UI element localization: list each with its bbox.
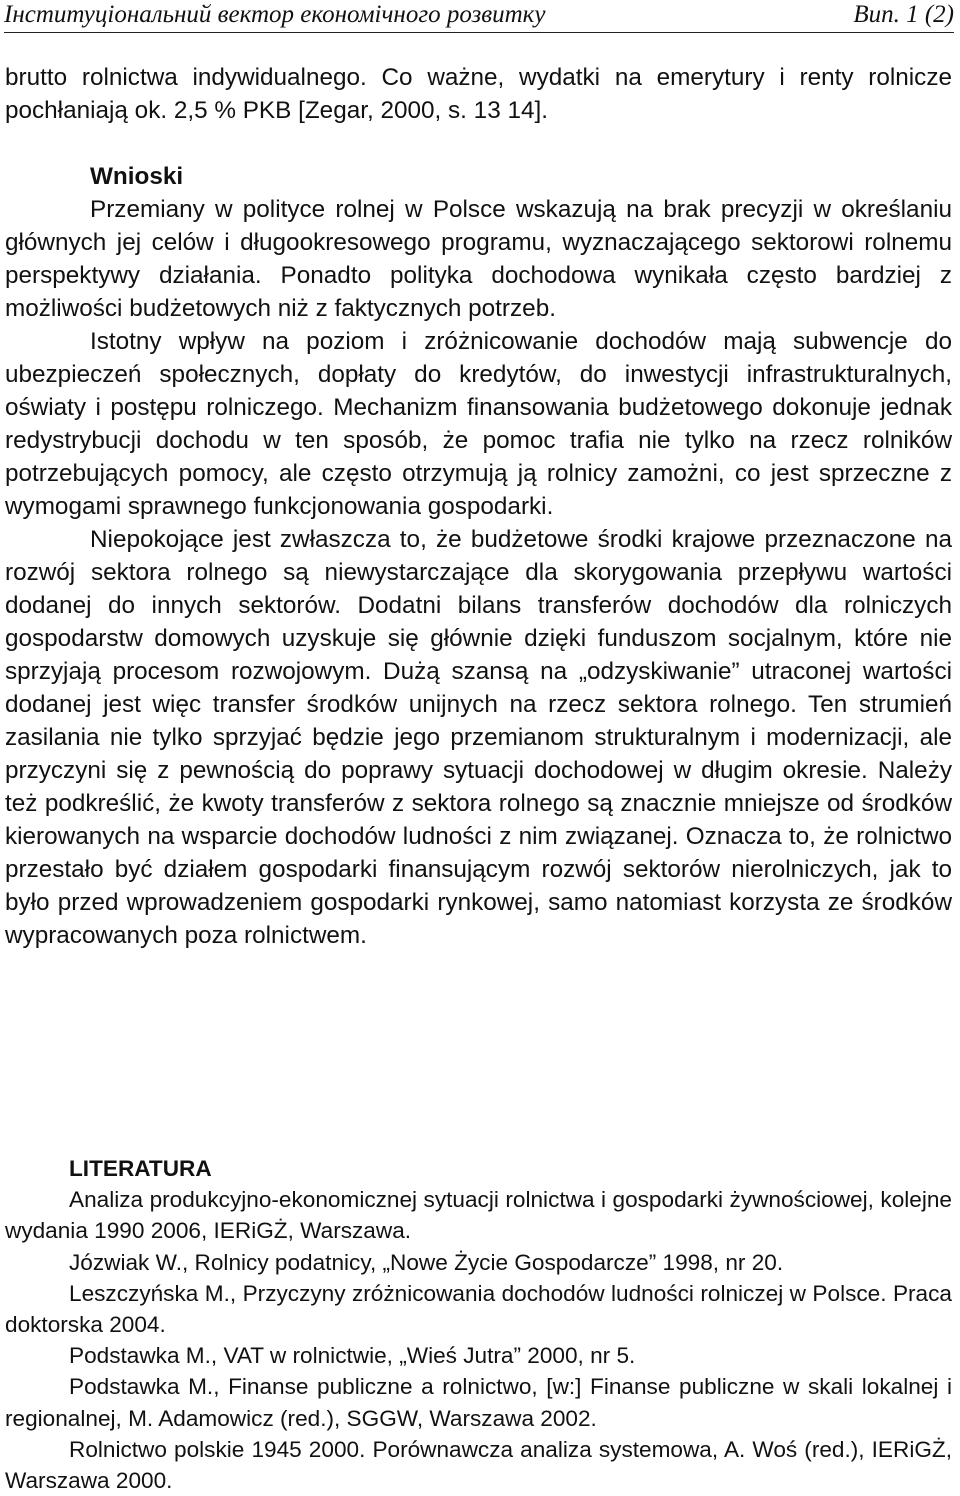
article-body <box>5 61 952 952</box>
reference-1: Analiza produkcyjno-ekonomicznej sytuacji rolnictwa i gospodarki żywnościowej, kolejne wydania 1990 2006, IERiGŻ, Warszawa. <box>5 1187 952 1244</box>
literature-heading: LITERATURA <box>69 1156 212 1181</box>
paragraph-3: Niepokojące jest zwłaszcza to, że budżetowe środki krajowe przeznaczone na rozwój sektora rolnego są niewystarczające dla skorygowania przepływu wartości dodanej do innych sektorów. Dodatni bilans transferów dochodów dla rolniczych gospodarstw domowych uzyskuje się głównie dzięki funduszom socjalnym, które nie sprzyjają procesom rozwojowym. Dużą szansą na „odzyskiwanie” utraconej wartości dodanej jest więc transfer środków unijnych na rzecz sektora rolnego. Ten strumień zasilania nie tylko sprzyjać będzie jego przemianom strukturalnym i modernizacji, ale przyczyni się z pewnością do poprawy sytuacji dochodowej w długim okresie. Należy też podkreślić, że kwoty transferów z sektora rolnego są znacznie mniejsze od środków kierowanych na wsparcie dochodów ludności z nim związanej. Oznacza to, że rolnictwo przestało być działem gospodarki finansującym rozwój sektorów nierolniczych, jak to było przed wprowadzeniem gospodarki rynkowej, samo natomiast korzysta ze środków wypracowanych poza rolnictwem. <box>5 526 952 949</box>
journal-title: Інституціональний вектор економічного розвитку <box>4 1 546 28</box>
reference-5: Podstawka M., Finanse publiczne a rolnictwo, [w:] Finanse publiczne w skali lokalnej i regionalnej, M. Adamowicz (red.), SGGW, Warszawa 2002. <box>5 1374 952 1431</box>
reference-6: Rolnictwo polskie 1945 2000. Porównawcza analiza systemowa, A. Woś (red.), IERiGŻ, Warszawa 2000. <box>5 1436 952 1494</box>
section-heading: Wnioski <box>90 163 184 190</box>
running-header <box>4 0 954 33</box>
reference-2: Józwiak W., Rolnicy podatnicy, „Nowe Życie Gospodarcze” 1998, nr 20. <box>69 1249 784 1275</box>
reference-3: Leszczyńska M., Przyczyny zróżnicowania dochodów ludności rolniczej w Polsce. Praca doktorska 2004. <box>5 1280 952 1338</box>
paragraph-2: Istotny wpływ na poziom i zróżnicowanie dochodów mają subwencje do ubezpieczeń społecznych, dopłaty do kredytów, do inwestycji infrastrukturalnych, oświaty i postępu rolniczego. Mechanizm finansowania budżetowego dokonuje jednak redystrybucji dochodu w ten sposób, że pomoc trafia nie tylko na rzecz rolników potrzebujących pomocy, ale często otrzymują ją rolnicy zamożni, co jest sprzeczne z wymogami sprawnego funkcjonowania gospodarki. <box>5 328 952 520</box>
opening-paragraph: brutto rolnictwa indywidualnego. Co ważne, wydatki na emerytury i renty rolnicze pochłaniają ok. 2,5 % PKB [Zegar, 2000, s. 13 14]. <box>5 64 952 124</box>
reference-4: Podstawka M., VAT w rolnictwie, „Wieś Jutra” 2000, nr 5. <box>69 1343 636 1369</box>
literature-section <box>5 1153 952 1496</box>
issue-number: Вип. 1 (2) <box>853 1 954 28</box>
paragraph-1: Przemiany w polityce rolnej w Polsce wskazują na brak precyzji w określaniu głównych jej celów i długookresowego programu, wyznaczającego sektorowi rolnemu perspektywy działania. Ponadto polityka dochodowa wynikała często bardziej z możliwości budżetowych niż z faktycznych potrzeb. <box>5 196 952 322</box>
